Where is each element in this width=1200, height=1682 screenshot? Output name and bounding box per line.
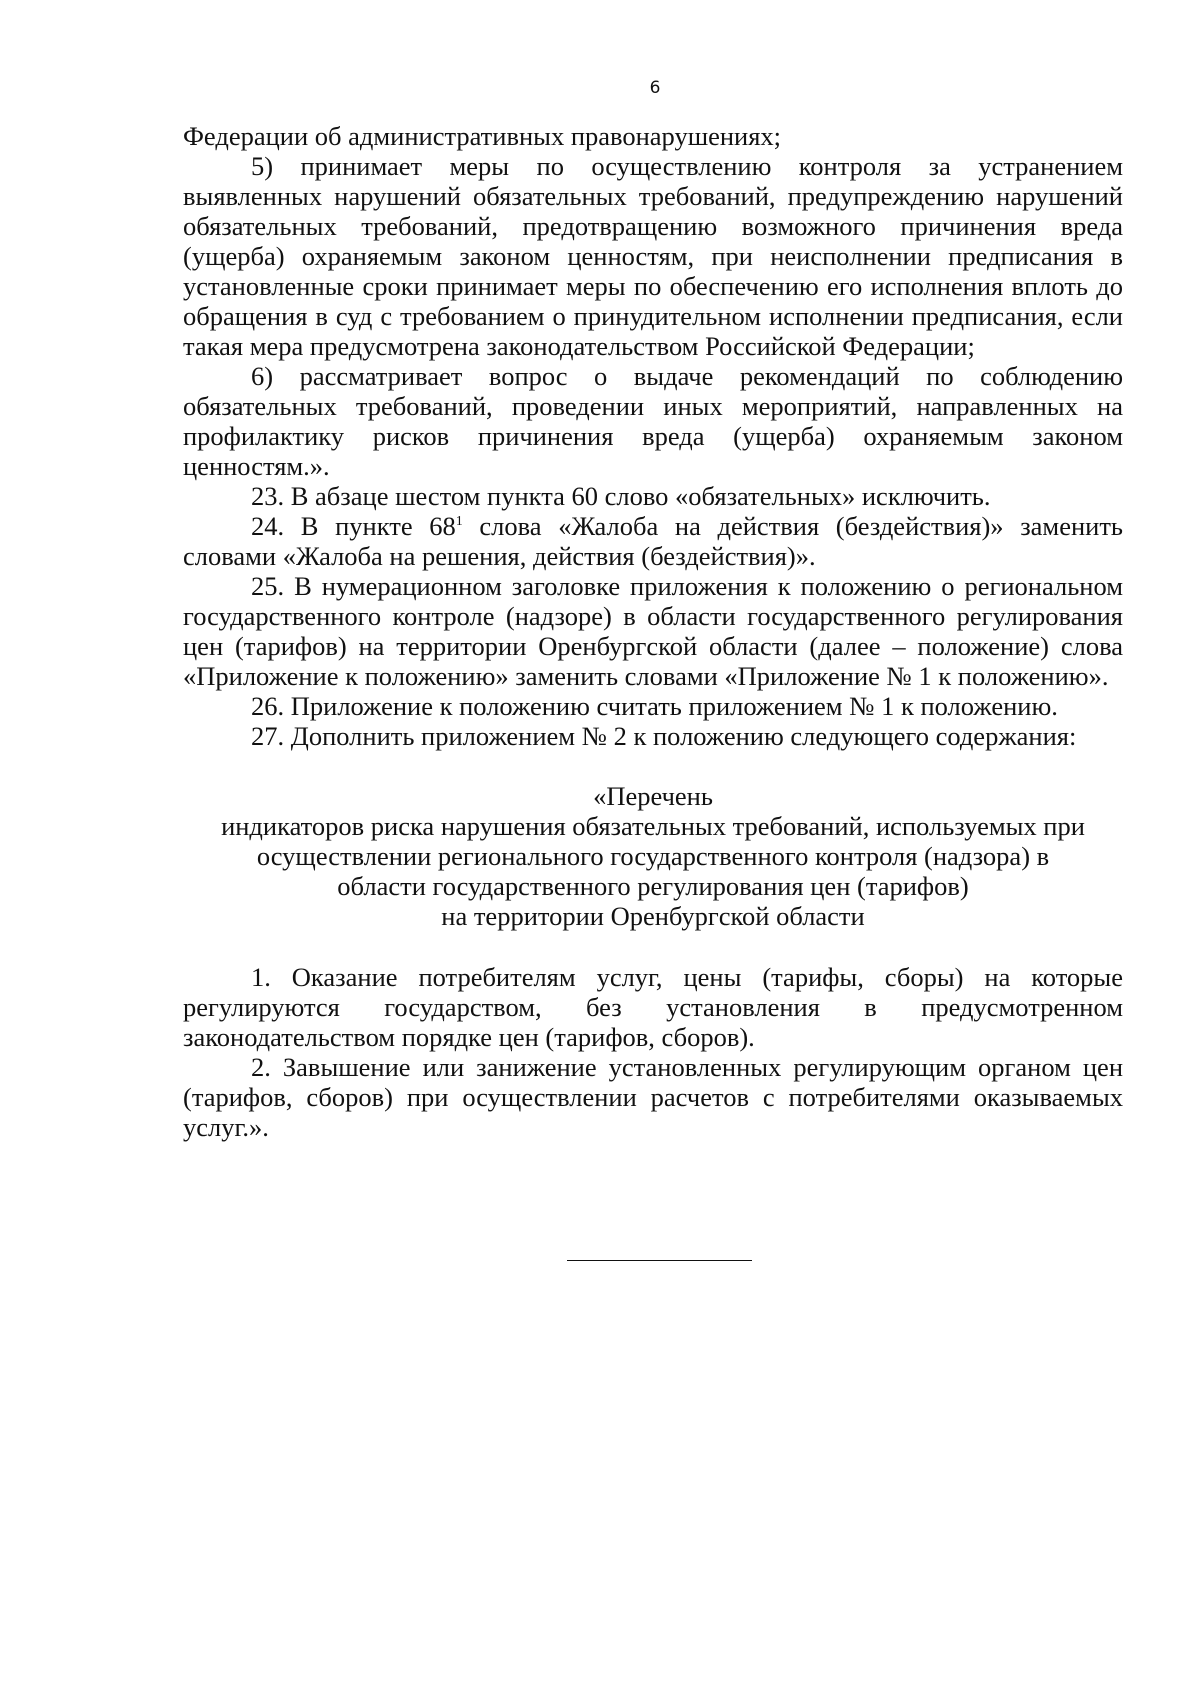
appendix-title	[183, 781, 1123, 931]
paragraph-23: 23. В абзаце шестом пункта 60 слово «обязательных» исключить.	[251, 481, 991, 511]
appendix-item-2: 2. Завышение или занижение установленных регулирующим органом цен (тарифов, сборов) при осуществлении расчетов с потребителями оказываемых услуг.».	[183, 1052, 1123, 1142]
document-body	[183, 121, 1123, 1142]
paragraph-item-5: 5) принимает меры по осуществлению контроля за устранением выявленных нарушений обязательных требований, предупреждению нарушений обязательных требований, предотвращению возможного причинения вреда (ущерба) охраняемым законом ценностям, при неисполнении предписания в установленные сроки принимает меры по обеспечению его исполнения вплоть до обращения в суд с требованием о принудительном исполнении предписания, если такая мера предусмотрена законодательством Российской Федерации;	[183, 151, 1123, 361]
page-number: 6	[649, 78, 661, 98]
appendix-title-line: осуществлении регионального государственного контроля (надзора) в	[256, 841, 1050, 871]
paragraph-25: 25. В нумерационном заголовке приложения к положению о региональном государственного контроле (надзоре) в области государственного регулирования цен (тарифов) на территории Оренбургской области (далее – положение) слова «Приложение к положению» заменить словами «Приложение № 1 к положению».	[183, 571, 1123, 691]
spacer	[183, 931, 1123, 962]
appendix-item-1: 1. Оказание потребителям услуг, цены (тарифы, сборы) на которые регулируются государством, без установления в предусмотренном законодательством порядке цен (тарифов, сборов).	[183, 962, 1123, 1052]
appendix-title-line: на территории Оренбургской области	[441, 901, 865, 931]
paragraph-27: 27. Дополнить приложением № 2 к положению следующего содержания:	[251, 721, 1077, 751]
appendix-title-line: индикаторов риска нарушения обязательных требований, используемых при	[221, 811, 1085, 841]
paragraph-24	[183, 511, 1123, 571]
paragraph-24-start: 24. В пункте 68	[251, 511, 456, 541]
paragraph-26: 26. Приложение к положению считать приложением № 1 к положению.	[251, 691, 1058, 721]
paragraph-item-6: 6) рассматривает вопрос о выдаче рекомендаций по соблюдению обязательных требований, проведении иных мероприятий, направленных на профилактику рисков причинения вреда (ущерба) охраняемым законом ценностям.».	[183, 361, 1123, 481]
paragraph-24-superscript: 1	[455, 514, 463, 530]
paragraph-24-end: слова «Жалоба на действия (бездействия)» заменить словами «Жалоба на решения, действия (бездействия)».	[183, 511, 1123, 571]
end-of-text-rule	[567, 1260, 752, 1261]
paragraph-continuation: Федерации об административных правонарушениях;	[183, 121, 782, 151]
appendix-title-line: «Перечень	[593, 781, 713, 811]
appendix-title-line: области государственного регулирования цен (тарифов)	[337, 871, 969, 901]
